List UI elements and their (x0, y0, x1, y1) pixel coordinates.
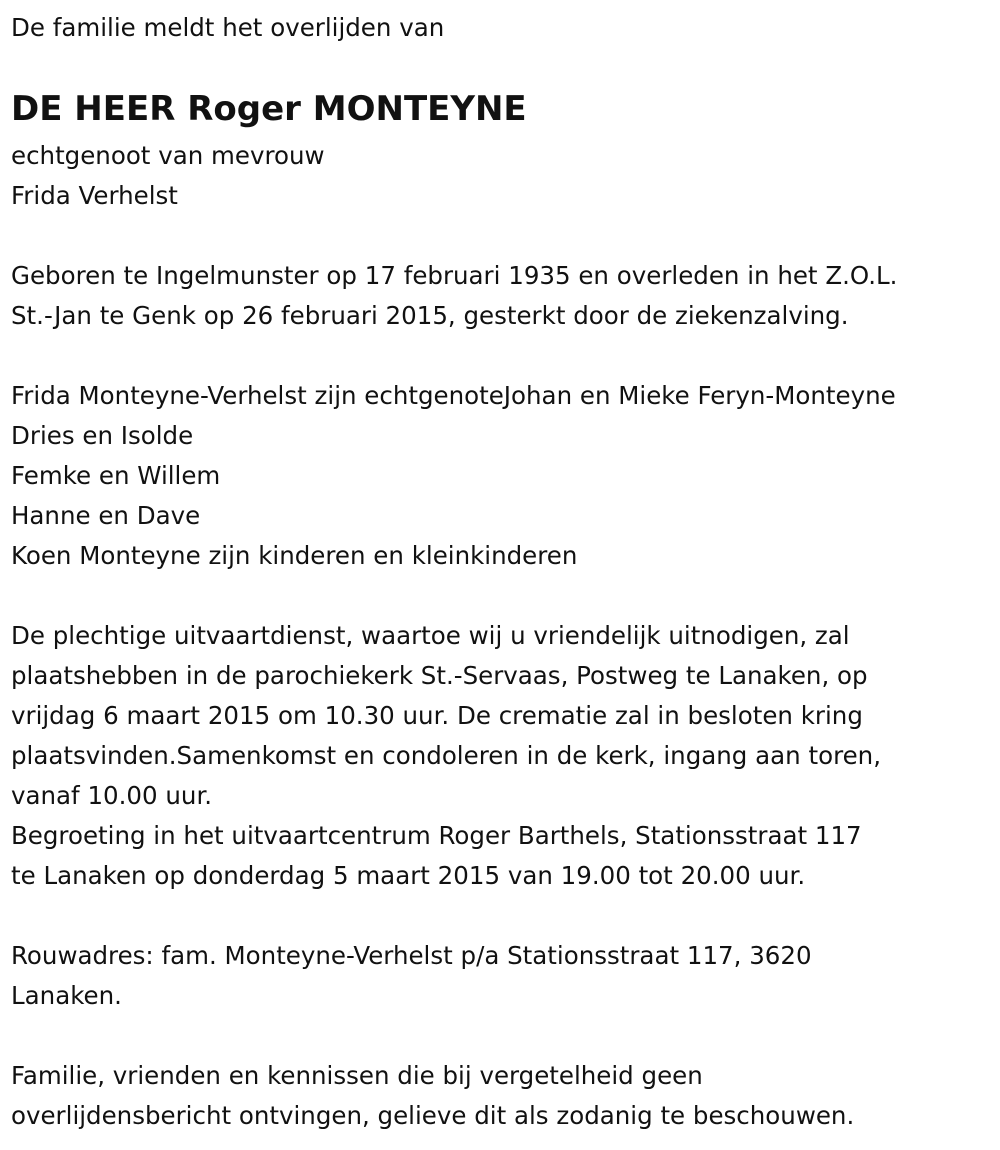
family-line: Koen Monteyne zijn kinderen en kleinkinderen (11, 541, 578, 570)
birth-death-block (11, 256, 1000, 336)
service-block (11, 616, 1000, 896)
family-block (11, 376, 1000, 576)
closing-line: Familie, vrienden en kennissen die bij vergetelheid geen (11, 1061, 703, 1090)
address-line: Lanaken. (11, 981, 122, 1010)
service-line: De plechtige uitvaartdienst, waartoe wij u vriendelijk uitnodigen, zal (11, 621, 850, 650)
service-line: plaatshebben in de parochiekerk St.-Servaas, Postweg te Lanaken, op (11, 661, 868, 690)
closing-block (11, 1056, 1000, 1136)
address-line: Rouwadres: fam. Monteyne-Verhelst p/a Stationsstraat 117, 3620 (11, 941, 812, 970)
spouse-name: Frida Verhelst (11, 181, 178, 210)
service-line: vanaf 10.00 uur. (11, 781, 213, 810)
family-line: Frida Monteyne-Verhelst zijn echtgenoteJohan en Mieke Feryn-Monteyne (11, 381, 896, 410)
address-block (11, 936, 1000, 1016)
family-line: Dries en Isolde (11, 421, 194, 450)
spacer (11, 576, 1000, 616)
service-line: vrijdag 6 maart 2015 om 10.30 uur. De crematie zal in besloten kring (11, 701, 863, 730)
closing-line: overlijdensbericht ontvingen, gelieve dit als zodanig te beschouwen. (11, 1101, 855, 1130)
service-line: Begroeting in het uitvaartcentrum Roger Barthels, Stationsstraat 117 (11, 821, 862, 850)
birth-death-line: Geboren te Ingelmunster op 17 februari 1935 en overleden in het Z.O.L. (11, 261, 898, 290)
spacer (11, 216, 1000, 256)
birth-death-line: St.-Jan te Genk op 26 februari 2015, gesterkt door de ziekenzalving. (11, 301, 849, 330)
spouse-block (11, 136, 1000, 216)
spacer (11, 896, 1000, 936)
spouse-line: echtgenoot van mevrouw (11, 141, 325, 170)
spacer (11, 1016, 1000, 1056)
service-line: plaatsvinden.Samenkomst en condoleren in de kerk, ingang aan toren, (11, 741, 882, 770)
family-line: Femke en Willem (11, 461, 221, 490)
intro-text: De familie meldt het overlijden van (11, 13, 445, 42)
family-line: Hanne en Dave (11, 501, 201, 530)
service-line: te Lanaken op donderdag 5 maart 2015 van 19.00 tot 20.00 uur. (11, 861, 806, 890)
deceased-name: DE HEER Roger MONTEYNE (11, 89, 527, 129)
spacer (11, 336, 1000, 376)
